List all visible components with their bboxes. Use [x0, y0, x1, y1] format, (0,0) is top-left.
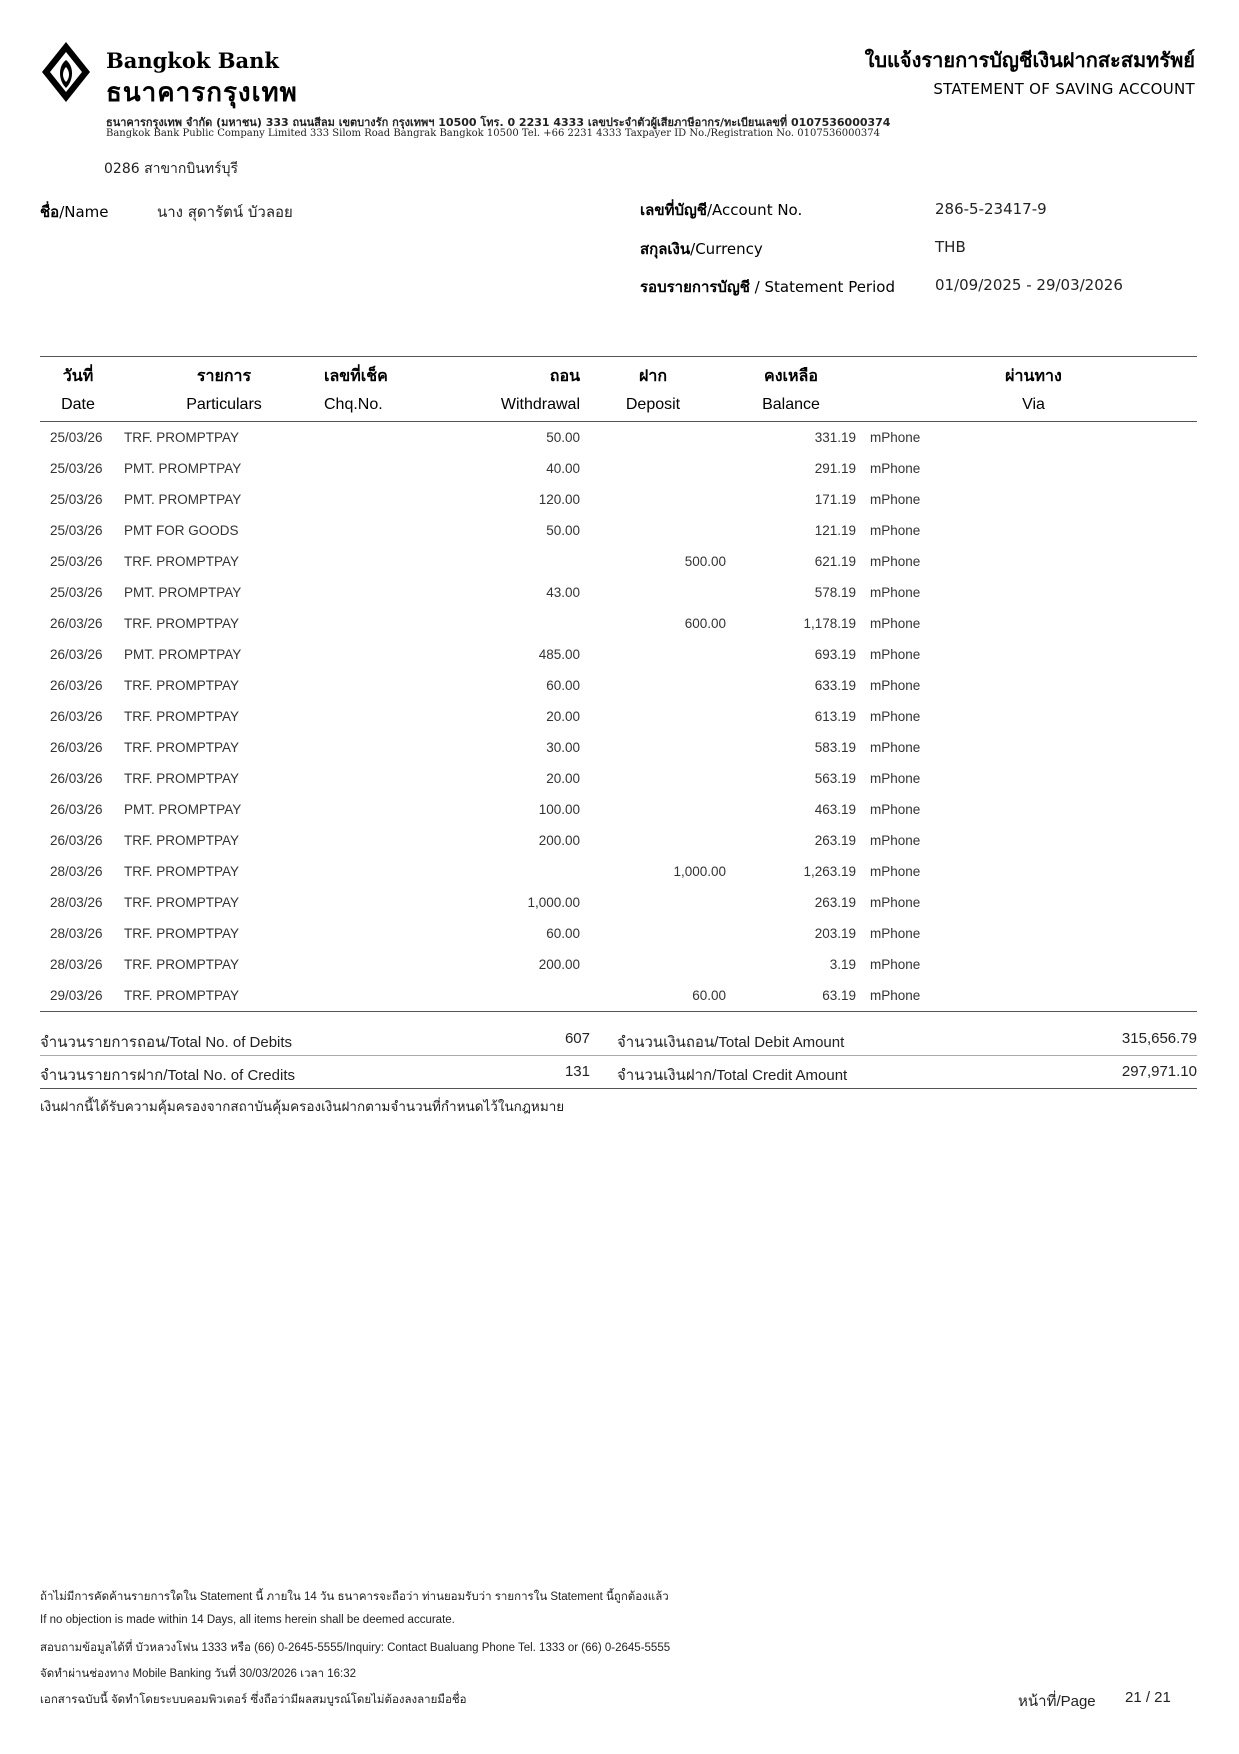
branch-name: 0286 สาขากบินทร์บุรี	[104, 161, 239, 177]
cell-deposit	[580, 422, 726, 454]
col-header-chq-en: Chq.No.	[324, 389, 424, 422]
table-row	[40, 422, 1197, 454]
cell-particulars: TRF. PROMPTPAY	[124, 740, 240, 755]
table-row	[40, 515, 1197, 546]
cell-via: mPhone	[870, 523, 921, 538]
footer-objection-th: ถ้าไม่มีการคัดค้านรายการใดใน Statement นี้ ภายใน 14 วัน ธนาคารจะถือว่า ท่านยอมรับว่า รายการใน Statement นี้ถูกต้องแล้ว	[40, 1591, 669, 1603]
cell-deposit	[580, 918, 726, 949]
cell-date: 28/03/26	[50, 864, 103, 879]
cell-withdrawal	[424, 856, 580, 887]
bank-address-th: ธนาคารกรุงเทพ จำกัด (มหาชน) 333 ถนนสีลม เขตบางรัก กรุงเทพฯ 10500 โทร. 0 2231 4333 เลขประจำตัวผู้เสียภาษีอากร/ทะเบียนเลขที่ 0107536000374	[106, 116, 891, 129]
col-header-particulars-th: รายการ	[196, 368, 252, 385]
cell-balance: 633.19	[814, 678, 856, 693]
cell-date: 26/03/26	[50, 771, 103, 786]
cell-withdrawal: 50.00	[546, 430, 580, 445]
account-label: เลขที่บัญชี/Account No.	[640, 201, 803, 219]
cell-withdrawal: 1,000.00	[527, 895, 580, 910]
totals-divider	[40, 1055, 1197, 1056]
name-value: นาง สุดารัตน์ บัวลอย	[157, 203, 293, 221]
cell-via: mPhone	[856, 980, 1197, 1012]
statement-title-th: ใบแจ้งรายการบัญชีเงินฝากสะสมทรัพย์	[864, 48, 1195, 72]
table-row	[40, 701, 1197, 732]
cell-particulars: PMT. PROMPTPAY	[124, 461, 242, 476]
col-header-date-en: Date	[40, 389, 116, 422]
cell-balance: 563.19	[814, 771, 856, 786]
cell-balance: 613.19	[814, 709, 856, 724]
cell-deposit: 60.00	[580, 980, 726, 1012]
table-row	[40, 949, 1197, 980]
cell-balance: 463.19	[814, 802, 856, 817]
cell-date: 26/03/26	[50, 647, 103, 662]
cell-deposit	[580, 887, 726, 918]
cell-chq-no	[324, 949, 424, 980]
cell-deposit	[580, 763, 726, 794]
cell-date: 26/03/26	[50, 833, 103, 848]
cell-date: 25/03/26	[50, 523, 103, 538]
cell-balance: 578.19	[814, 585, 856, 600]
deposit-protection-note: เงินฝากนี้ได้รับความคุ้มครองจากสถาบันคุ้มครองเงินฝากตามจำนวนที่กำหนดไว้ในกฎหมาย	[40, 1099, 565, 1114]
cell-balance: 171.19	[814, 492, 856, 507]
col-header-deposit-th: ฝาก	[638, 368, 668, 385]
footer-computer-generated: เอกสารฉบับนี้ จัดทำโดยระบบคอมพิวเตอร์ ซึ่งถือว่ามีผลสมบูรณ์โดยไม่ต้องลงลายมือชื่อ	[40, 1694, 467, 1706]
table-row	[40, 918, 1197, 949]
cell-date: 26/03/26	[50, 709, 103, 724]
cell-chq-no	[324, 887, 424, 918]
col-header-withdrawal-en: Withdrawal	[424, 389, 580, 422]
cell-balance: 583.19	[814, 740, 856, 755]
cell-balance: 203.19	[814, 926, 856, 941]
cell-date: 25/03/26	[50, 492, 103, 507]
cell-withdrawal: 100.00	[538, 802, 580, 817]
cell-balance: 121.19	[814, 523, 856, 538]
table-row	[40, 577, 1197, 608]
table-header-en	[40, 389, 1197, 422]
cell-chq-no	[324, 484, 424, 515]
cell-via: mPhone	[870, 709, 921, 724]
page-label: หน้าที่/Page	[1018, 1693, 1096, 1710]
cell-chq-no	[324, 918, 424, 949]
table-row	[40, 608, 1197, 639]
cell-withdrawal: 20.00	[546, 709, 580, 724]
cell-via: mPhone	[870, 461, 921, 476]
table-row	[40, 484, 1197, 515]
cell-via: mPhone	[870, 647, 921, 662]
cell-date: 25/03/26	[50, 554, 103, 569]
cell-particulars: PMT. PROMPTPAY	[124, 585, 242, 600]
cell-withdrawal: 40.00	[546, 461, 580, 476]
cell-particulars: TRF. PROMPTPAY	[124, 833, 240, 848]
cell-withdrawal: 30.00	[546, 740, 580, 755]
footer-generated: จัดทำผ่านช่องทาง Mobile Banking วันที่ 30/03/2026 เวลา 16:32	[40, 1668, 357, 1680]
cell-date: 26/03/26	[50, 740, 103, 755]
table-row	[40, 453, 1197, 484]
transaction-table	[40, 357, 1197, 1012]
cell-withdrawal: 485.00	[538, 647, 580, 662]
bangkok-bank-logo-icon	[40, 40, 92, 104]
cell-via: mPhone	[870, 616, 921, 631]
cell-particulars: PMT FOR GOODS	[124, 523, 239, 538]
cell-via: mPhone	[870, 895, 921, 910]
cell-chq-no	[324, 422, 424, 454]
footer-objection-en: If no objection is made within 14 Days, all items herein shall be deemed accurate.	[40, 1614, 455, 1626]
cell-withdrawal: 50.00	[546, 523, 580, 538]
name-label: ชื่อ/Name	[40, 203, 109, 221]
cell-deposit	[580, 794, 726, 825]
cell-particulars: TRF. PROMPTPAY	[124, 895, 240, 910]
cell-particulars: TRF. PROMPTPAY	[124, 709, 240, 724]
cell-chq-no	[324, 515, 424, 546]
col-header-via-th: ผ่านทาง	[1005, 368, 1062, 385]
cell-particulars: TRF. PROMPTPAY	[124, 430, 240, 445]
cell-particulars: TRF. PROMPTPAY	[124, 957, 240, 972]
cell-via: mPhone	[870, 430, 921, 445]
cell-particulars: PMT. PROMPTPAY	[124, 802, 242, 817]
cell-balance: 3.19	[829, 957, 856, 972]
bank-name-th: ธนาคารกรุงเทพ	[106, 78, 298, 108]
cell-particulars: TRF. PROMPTPAY	[124, 771, 240, 786]
cell-via: mPhone	[870, 833, 921, 848]
period-label: รอบรายการบัญชี / Statement Period	[640, 278, 895, 296]
col-header-particulars-en: Particulars	[116, 389, 324, 422]
cell-balance: 621.19	[814, 554, 856, 569]
cell-via: mPhone	[870, 740, 921, 755]
cell-withdrawal: 200.00	[538, 833, 580, 848]
cell-deposit	[580, 949, 726, 980]
cell-particulars: PMT. PROMPTPAY	[124, 492, 242, 507]
table-row	[40, 794, 1197, 825]
totals-bottom-rule	[40, 1088, 1197, 1089]
col-header-chq-th: เลขที่เช็ค	[324, 368, 388, 385]
cell-date: 29/03/26	[40, 980, 116, 1012]
bank-address-en: Bangkok Bank Public Company Limited 333 Silom Road Bangrak Bangkok 10500 Tel. +66 2231 4333 Taxpayer ID No./Registration No. 0107536000374	[106, 128, 880, 139]
bank-name-en: Bangkok Bank	[106, 48, 279, 73]
cell-deposit	[580, 670, 726, 701]
currency-value: THB	[935, 238, 966, 256]
table-row	[40, 887, 1197, 918]
total-debit-amount-label: จำนวนเงินถอน/Total Debit Amount	[617, 1034, 845, 1051]
cell-deposit: 600.00	[684, 616, 726, 631]
cell-date: 25/03/26	[50, 585, 103, 600]
cell-chq-no	[324, 825, 424, 856]
cell-deposit	[580, 732, 726, 763]
cell-via: mPhone	[870, 771, 921, 786]
table-row	[40, 670, 1197, 701]
cell-deposit	[580, 639, 726, 670]
cell-withdrawal: 43.00	[546, 585, 580, 600]
cell-date: 25/03/26	[50, 461, 103, 476]
statement-title-en: STATEMENT OF SAVING ACCOUNT	[933, 80, 1195, 98]
cell-balance: 693.19	[814, 647, 856, 662]
cell-date: 28/03/26	[50, 895, 103, 910]
cell-withdrawal	[424, 608, 580, 639]
cell-chq-no	[324, 670, 424, 701]
cell-withdrawal: 120.00	[538, 492, 580, 507]
cell-date: 28/03/26	[50, 926, 103, 941]
account-value: 286-5-23417-9	[935, 200, 1047, 218]
table-header-th	[40, 357, 1197, 389]
cell-balance: 331.19	[814, 430, 856, 445]
cell-particulars: TRF. PROMPTPAY	[124, 926, 240, 941]
col-header-withdrawal-th: ถอน	[549, 368, 580, 385]
table-row	[40, 825, 1197, 856]
total-credit-amount-label: จำนวนเงินฝาก/Total Credit Amount	[617, 1067, 848, 1084]
cell-withdrawal	[424, 980, 580, 1012]
cell-chq-no	[324, 546, 424, 577]
col-header-via-en: Via	[856, 389, 1197, 422]
cell-chq-no	[324, 701, 424, 732]
cell-chq-no	[324, 608, 424, 639]
total-debit-amount: 315,656.79	[1121, 1030, 1197, 1047]
table-row	[40, 546, 1197, 577]
cell-deposit	[580, 825, 726, 856]
col-header-balance-en: Balance	[726, 389, 856, 422]
cell-chq-no	[324, 980, 424, 1012]
period-value: 01/09/2025 - 29/03/2026	[935, 276, 1123, 294]
currency-label: สกุลเงิน/Currency	[640, 240, 763, 258]
cell-withdrawal: 60.00	[546, 926, 580, 941]
cell-withdrawal: 60.00	[546, 678, 580, 693]
cell-withdrawal: 200.00	[538, 957, 580, 972]
cell-date: 26/03/26	[50, 678, 103, 693]
cell-date: 26/03/26	[50, 802, 103, 817]
total-debits-label: จำนวนรายการถอน/Total No. of Debits	[40, 1034, 293, 1051]
cell-balance: 263.19	[814, 833, 856, 848]
total-credits-label: จำนวนรายการฝาก/Total No. of Credits	[40, 1067, 295, 1084]
transaction-rows	[40, 422, 1197, 1012]
cell-balance: 291.19	[814, 461, 856, 476]
table-row	[40, 732, 1197, 763]
cell-particulars: TRF. PROMPTPAY	[124, 616, 240, 631]
cell-deposit	[580, 453, 726, 484]
total-credit-amount: 297,971.10	[1121, 1063, 1197, 1080]
cell-via: mPhone	[870, 864, 921, 879]
cell-via: mPhone	[870, 678, 921, 693]
cell-via: mPhone	[870, 926, 921, 941]
cell-date: 28/03/26	[50, 957, 103, 972]
cell-deposit: 500.00	[684, 554, 726, 569]
cell-particulars: TRF. PROMPTPAY	[124, 554, 240, 569]
cell-deposit	[580, 701, 726, 732]
cell-chq-no	[324, 639, 424, 670]
cell-balance: 1,178.19	[803, 616, 856, 631]
cell-deposit	[580, 484, 726, 515]
cell-chq-no	[324, 577, 424, 608]
table-row	[40, 856, 1197, 887]
cell-chq-no	[324, 856, 424, 887]
cell-chq-no	[324, 794, 424, 825]
col-header-date-th: วันที่	[62, 368, 94, 385]
table-row	[40, 980, 1197, 1012]
cell-chq-no	[324, 732, 424, 763]
table-row	[40, 639, 1197, 670]
cell-deposit	[580, 577, 726, 608]
table-row	[40, 763, 1197, 794]
cell-particulars: TRF. PROMPTPAY	[116, 980, 324, 1012]
total-debits-count: 607	[564, 1030, 590, 1047]
total-credits-count: 131	[564, 1063, 590, 1080]
cell-particulars: TRF. PROMPTPAY	[124, 678, 240, 693]
cell-via: mPhone	[870, 492, 921, 507]
cell-balance: 1,263.19	[803, 864, 856, 879]
page-number: 21 / 21	[1125, 1689, 1171, 1706]
cell-date: 25/03/26	[50, 430, 103, 445]
cell-via: mPhone	[870, 802, 921, 817]
cell-withdrawal: 20.00	[546, 771, 580, 786]
col-header-balance-th: คงเหลือ	[764, 368, 818, 385]
footer-inquiry: สอบถามข้อมูลได้ที่ บัวหลวงโฟน 1333 หรือ (66) 0-2645-5555/Inquiry: Contact Bualuang Phone Tel. 1333 or (66) 0-2645-5555	[40, 1642, 671, 1654]
cell-deposit	[580, 515, 726, 546]
cell-via: mPhone	[870, 554, 921, 569]
cell-via: mPhone	[870, 957, 921, 972]
cell-withdrawal	[424, 546, 580, 577]
cell-chq-no	[324, 453, 424, 484]
cell-particulars: TRF. PROMPTPAY	[124, 864, 240, 879]
cell-deposit: 1,000.00	[673, 864, 726, 879]
cell-chq-no	[324, 763, 424, 794]
col-header-deposit-en: Deposit	[580, 389, 726, 422]
cell-particulars: PMT. PROMPTPAY	[124, 647, 242, 662]
cell-balance: 263.19	[814, 895, 856, 910]
cell-balance: 63.19	[726, 980, 856, 1012]
cell-via: mPhone	[870, 585, 921, 600]
cell-date: 26/03/26	[50, 616, 103, 631]
